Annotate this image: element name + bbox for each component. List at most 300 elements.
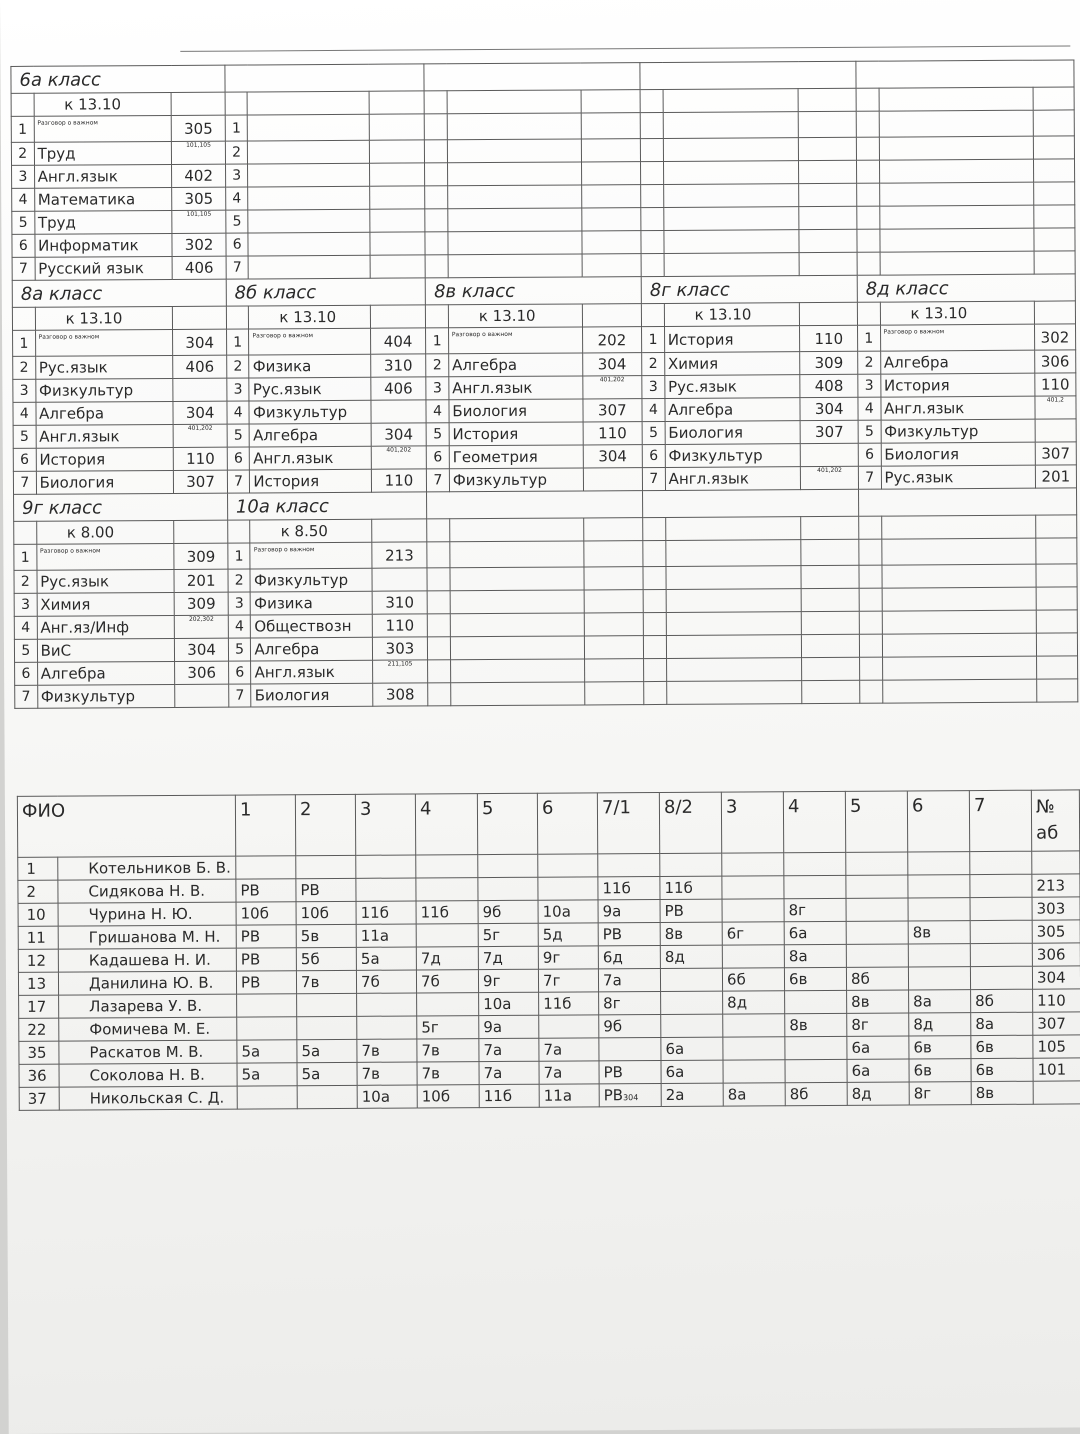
lesson-room: 306 bbox=[175, 661, 229, 684]
lesson-subject bbox=[450, 613, 584, 637]
cell-value: 6в bbox=[975, 1037, 994, 1057]
teacher-room bbox=[1033, 1012, 1080, 1035]
teacher-class-cell bbox=[357, 1039, 417, 1062]
class-name: 8а класс bbox=[12, 279, 226, 307]
lesson-number: 6 bbox=[858, 443, 881, 466]
lesson-number: 7 bbox=[227, 470, 250, 493]
cell-value: 101 bbox=[1037, 1060, 1067, 1079]
teacher-class-cell bbox=[479, 1084, 539, 1107]
lesson-number: 1 bbox=[11, 116, 34, 142]
cell-value: РВ bbox=[240, 950, 261, 969]
cell-value: 9а bbox=[483, 1017, 503, 1037]
class-time-pad bbox=[11, 93, 34, 116]
class-time-room-pad bbox=[371, 519, 427, 542]
cell-value: 8б bbox=[789, 1085, 809, 1104]
lesson-subject: Англ.язык bbox=[251, 660, 372, 684]
class-time-pad bbox=[426, 305, 449, 328]
lesson-room bbox=[584, 682, 644, 705]
lesson-room bbox=[801, 565, 859, 588]
lesson-room: 202,302 bbox=[175, 615, 229, 638]
lesson-subject: История bbox=[880, 373, 1034, 397]
teacher-class-cell bbox=[909, 1059, 971, 1082]
cell-value: 5г bbox=[421, 1018, 439, 1037]
lesson-subject bbox=[448, 254, 582, 278]
class-time-room-pad bbox=[798, 88, 856, 111]
teacher-class-cell bbox=[971, 1058, 1033, 1081]
teacher-class-cell bbox=[970, 897, 1032, 920]
lesson-number bbox=[644, 635, 667, 658]
teacher-class-cell bbox=[357, 993, 417, 1016]
teacher-class-cell bbox=[598, 945, 660, 968]
cell-value: 304 bbox=[1036, 968, 1066, 987]
lesson-number: 5 bbox=[14, 639, 37, 662]
lesson-subject bbox=[450, 541, 584, 568]
class-time-pad bbox=[424, 91, 447, 114]
lesson-number bbox=[640, 112, 663, 138]
teacher-class-cell bbox=[660, 853, 722, 876]
lesson-room bbox=[1036, 564, 1077, 587]
lesson-number bbox=[856, 160, 879, 183]
teacher-class-cell bbox=[539, 992, 599, 1015]
lesson-subject: Алгебра bbox=[880, 350, 1034, 374]
lesson-room: 305 bbox=[172, 115, 226, 141]
lesson-room bbox=[370, 255, 426, 278]
lesson-number: 4 bbox=[642, 398, 665, 421]
lesson-number: 1 bbox=[857, 325, 880, 351]
lesson-subject: Англ.язык bbox=[881, 396, 1035, 420]
cell-value: 8в bbox=[912, 923, 932, 942]
cell-value: 8в bbox=[664, 924, 684, 943]
cell-value: 11б bbox=[664, 878, 693, 897]
lesson-number bbox=[425, 186, 448, 209]
lesson-number: 6 bbox=[12, 234, 35, 257]
lesson-number: 3 bbox=[642, 375, 665, 398]
teacher-class-cell bbox=[356, 947, 416, 970]
teacher-class-cell bbox=[971, 989, 1033, 1012]
class-time-room-pad bbox=[582, 304, 642, 327]
lesson-subject: Химия bbox=[37, 592, 175, 616]
lesson-room: 309 bbox=[800, 351, 858, 374]
lesson-number bbox=[857, 229, 880, 252]
teacher-class-cell bbox=[599, 991, 661, 1014]
lesson-subject bbox=[448, 231, 582, 255]
lesson-number: 2 bbox=[228, 569, 251, 592]
class-time-room-pad bbox=[171, 92, 225, 115]
teacher-class-cell bbox=[908, 852, 970, 875]
teacher-row-number: 10 bbox=[18, 903, 58, 926]
teacher-class-cell bbox=[723, 1037, 785, 1060]
lesson-room bbox=[1036, 656, 1077, 679]
teacher-class-cell bbox=[784, 921, 846, 944]
lesson-room: 307 bbox=[800, 420, 858, 443]
lesson-number bbox=[428, 614, 451, 637]
lesson-room bbox=[1033, 136, 1074, 159]
teacher-class-cell bbox=[237, 1086, 297, 1109]
teacher-name: Лазарева У. В. bbox=[59, 994, 237, 1018]
cell-value: 11б bbox=[420, 903, 449, 922]
teacher-class-cell bbox=[722, 876, 784, 899]
lesson-number bbox=[643, 540, 666, 566]
teacher-class-cell bbox=[417, 993, 479, 1016]
lesson-number: 2 bbox=[227, 355, 250, 378]
lesson-room: 306 bbox=[1034, 350, 1075, 373]
header-lesson-10: 4 bbox=[783, 791, 845, 852]
teacher-class-cell bbox=[237, 994, 297, 1017]
lesson-number bbox=[427, 591, 450, 614]
cell-value: 11б bbox=[543, 994, 572, 1013]
lesson-room bbox=[581, 113, 641, 139]
teacher-class-cell bbox=[357, 1016, 417, 1039]
cell-value: 7в bbox=[421, 1064, 441, 1083]
lesson-subject bbox=[248, 209, 369, 233]
cell-value: 7а bbox=[543, 1040, 563, 1059]
teacher-class-cell bbox=[971, 1081, 1033, 1104]
lesson-number: 2 bbox=[642, 352, 665, 375]
teacher-name: Данилина Ю. В. bbox=[58, 971, 236, 995]
teacher-class-cell bbox=[236, 856, 296, 879]
cell-value: 8а bbox=[788, 947, 808, 966]
lesson-subject: Рус.язык bbox=[35, 355, 173, 379]
lesson-number: 5 bbox=[226, 210, 249, 233]
teacher-row-number: 22 bbox=[19, 1018, 59, 1041]
cell-value: 6д bbox=[602, 948, 623, 967]
class-time-pad bbox=[857, 302, 880, 325]
lesson-subject bbox=[879, 110, 1033, 137]
lesson-subject: Алгебра bbox=[250, 423, 371, 447]
teacher-name: Котельников Б. В. bbox=[58, 856, 236, 880]
teacher-class-cell bbox=[356, 901, 416, 924]
lesson-room: 303 bbox=[372, 637, 428, 660]
cell-value: 7б bbox=[360, 972, 380, 991]
lesson-room bbox=[1033, 182, 1074, 205]
teacher-class-cell bbox=[723, 1014, 785, 1037]
lesson-subject bbox=[666, 566, 802, 590]
cell-value: 7д bbox=[420, 949, 441, 968]
header-lesson-4: 4 bbox=[415, 794, 477, 855]
lesson-number bbox=[424, 114, 447, 140]
lesson-room bbox=[1036, 679, 1077, 702]
header-lesson-11: 5 bbox=[845, 791, 907, 852]
teacher-class-cell bbox=[416, 970, 478, 993]
class-name bbox=[856, 60, 1074, 88]
lesson-number: 7 bbox=[858, 466, 881, 489]
lesson-room: 406 bbox=[173, 355, 227, 378]
class-name bbox=[640, 61, 856, 89]
lesson-subject: Биология bbox=[881, 442, 1035, 466]
cell-value: 6в bbox=[975, 1060, 995, 1080]
class-name: 8г класс bbox=[641, 275, 857, 303]
lesson-subject: Математика bbox=[34, 187, 172, 211]
teacher-class-cell bbox=[237, 1017, 297, 1040]
lesson-subject: Англ.язык bbox=[250, 446, 371, 470]
lesson-room: 308 bbox=[372, 683, 428, 706]
lesson-number: 2 bbox=[14, 570, 37, 593]
cell-value: 6а bbox=[665, 1062, 685, 1081]
lesson-room: 401,202 bbox=[582, 376, 642, 399]
cell-value: 5г bbox=[482, 925, 501, 945]
class-time-room-pad bbox=[1035, 515, 1076, 538]
lesson-subject bbox=[450, 636, 584, 660]
cell-value: 10б bbox=[421, 1087, 451, 1106]
lesson-room bbox=[1036, 633, 1077, 656]
teacher-class-cell bbox=[847, 1082, 909, 1105]
lesson-number: 3 bbox=[858, 374, 881, 397]
lesson-subject bbox=[451, 682, 585, 706]
cell-subscript: 304 bbox=[623, 1093, 639, 1103]
header-lesson-3: 3 bbox=[355, 794, 415, 855]
lesson-number bbox=[859, 539, 882, 565]
teacher-assignment-table bbox=[17, 789, 1080, 1110]
teacher-class-cell bbox=[538, 854, 598, 877]
lesson-subject bbox=[447, 139, 581, 163]
cell-value: 9б bbox=[603, 1017, 623, 1036]
cell-value: 8д bbox=[913, 1015, 934, 1034]
class-start-time: к 13.10 bbox=[448, 304, 582, 328]
cell-value: 5а bbox=[241, 1042, 261, 1061]
lesson-subject: Разговор о важном bbox=[249, 328, 370, 355]
lesson-room: 304 bbox=[800, 397, 858, 420]
lesson-number: 1 bbox=[14, 544, 37, 570]
cell-value: 7в bbox=[421, 1041, 440, 1060]
teacher-class-cell bbox=[846, 944, 908, 967]
cell-value: 9а bbox=[602, 902, 622, 921]
teacher-name: Фомичева М. Е. bbox=[59, 1017, 237, 1041]
cell-value: 8а bbox=[913, 992, 932, 1011]
lesson-room bbox=[1036, 610, 1077, 633]
teacher-class-cell bbox=[908, 875, 970, 898]
lesson-subject: Информатик bbox=[35, 233, 173, 257]
lesson-subject bbox=[666, 589, 802, 613]
lesson-room: 110 bbox=[371, 469, 427, 492]
teacher-room bbox=[1032, 966, 1080, 989]
cell-value: 5а bbox=[301, 1042, 321, 1061]
lesson-subject bbox=[879, 136, 1033, 160]
lesson-number: 3 bbox=[12, 165, 35, 188]
lesson-room bbox=[584, 613, 644, 636]
class-name: 10а класс bbox=[227, 492, 427, 520]
cell-value: 5а bbox=[301, 1065, 321, 1084]
lesson-number bbox=[643, 612, 666, 635]
lesson-room bbox=[582, 254, 642, 277]
lesson-number: 4 bbox=[426, 400, 449, 423]
teacher-class-cell bbox=[599, 1060, 661, 1083]
teacher-class-cell bbox=[297, 1062, 357, 1085]
lesson-room bbox=[370, 232, 426, 255]
teacher-class-cell bbox=[478, 923, 538, 946]
lesson-subject: Разговор о важном bbox=[448, 327, 582, 354]
teacher-class-cell bbox=[599, 1037, 661, 1060]
teacher-room bbox=[1033, 1058, 1080, 1081]
teacher-class-cell bbox=[416, 855, 478, 878]
lesson-number: 4 bbox=[858, 397, 881, 420]
teacher-class-cell bbox=[416, 901, 478, 924]
teacher-class-cell bbox=[908, 967, 970, 990]
cell-value: 5д bbox=[542, 925, 563, 944]
lesson-number bbox=[428, 637, 451, 660]
header-lesson-5: 5 bbox=[477, 793, 537, 854]
lesson-number bbox=[859, 565, 882, 588]
lesson-number bbox=[859, 634, 882, 657]
class-schedule-table bbox=[10, 59, 1078, 708]
cell-value: 8д bbox=[727, 993, 748, 1012]
lesson-subject: Химия bbox=[664, 352, 800, 376]
lesson-room bbox=[1036, 538, 1077, 564]
lesson-room bbox=[1034, 251, 1075, 274]
lesson-subject: История bbox=[36, 447, 174, 471]
lesson-room: 310 bbox=[370, 354, 426, 377]
teacher-row-number: 12 bbox=[18, 949, 58, 972]
cell-value: 2а bbox=[665, 1085, 685, 1104]
lesson-room bbox=[802, 634, 860, 657]
class-name bbox=[858, 488, 1076, 516]
teacher-class-cell bbox=[660, 899, 722, 922]
teacher-row-number: 35 bbox=[19, 1041, 59, 1064]
lesson-number: 7 bbox=[15, 685, 38, 708]
lesson-room bbox=[369, 163, 425, 186]
lesson-room: 202 bbox=[582, 327, 642, 353]
teacher-class-cell bbox=[356, 878, 416, 901]
cell-value: 8д bbox=[851, 1084, 872, 1103]
lesson-number bbox=[641, 230, 664, 253]
teacher-row-number: 13 bbox=[18, 972, 58, 995]
lesson-number: 1 bbox=[13, 330, 36, 356]
lesson-room: 304 bbox=[175, 638, 229, 661]
teacher-class-cell bbox=[784, 852, 846, 875]
teacher-class-cell bbox=[237, 1040, 297, 1063]
lesson-room bbox=[583, 567, 643, 590]
lesson-number bbox=[643, 566, 666, 589]
lesson-subject: Разговор о важном bbox=[880, 324, 1034, 351]
lesson-number bbox=[644, 681, 667, 704]
lesson-subject: Алгебра bbox=[665, 398, 801, 422]
cell-value: 306 bbox=[1036, 945, 1066, 964]
lesson-number: 5 bbox=[12, 211, 35, 234]
lesson-number: 5 bbox=[228, 638, 251, 661]
teacher-class-cell bbox=[846, 898, 908, 921]
lesson-room: 304 bbox=[173, 401, 227, 424]
teacher-class-cell bbox=[908, 921, 970, 944]
teacher-class-cell bbox=[598, 922, 660, 945]
cell-value: 8а bbox=[975, 1014, 995, 1034]
class-start-time bbox=[665, 517, 801, 541]
lesson-number bbox=[641, 184, 664, 207]
lesson-room bbox=[799, 252, 857, 275]
cell-value: 7в bbox=[361, 1064, 381, 1083]
cell-value: 5в bbox=[300, 927, 320, 946]
lesson-room: 309 bbox=[174, 543, 228, 569]
teacher-room bbox=[1033, 989, 1080, 1012]
lesson-number: 7 bbox=[226, 256, 249, 279]
teacher-class-cell bbox=[970, 874, 1032, 897]
lesson-subject bbox=[450, 590, 584, 614]
teacher-class-cell bbox=[846, 852, 908, 875]
cell-value: 11а bbox=[360, 926, 390, 945]
teacher-class-cell bbox=[539, 1038, 599, 1061]
lesson-subject: ВиС bbox=[37, 638, 175, 662]
lesson-room: 310 bbox=[372, 591, 428, 614]
teacher-class-cell bbox=[784, 875, 846, 898]
lesson-subject: Биология bbox=[665, 421, 801, 445]
lesson-room bbox=[369, 186, 425, 209]
lesson-number bbox=[641, 161, 664, 184]
lesson-subject: История bbox=[250, 469, 371, 493]
lesson-number: 1 bbox=[228, 543, 251, 569]
cell-value: РВ bbox=[603, 1063, 623, 1082]
lesson-room bbox=[799, 111, 857, 137]
lesson-room bbox=[801, 539, 859, 565]
teacher-class-cell bbox=[236, 879, 296, 902]
teacher-class-cell bbox=[784, 944, 846, 967]
cell-value: 11а bbox=[543, 1086, 573, 1105]
teacher-row-number: 11 bbox=[18, 926, 58, 949]
teacher-row-number: 1 bbox=[18, 857, 58, 880]
class-start-time: к 13.10 bbox=[880, 301, 1034, 325]
header-lesson-8: 8/2 bbox=[659, 792, 721, 853]
lesson-subject: Рус.язык bbox=[37, 569, 175, 593]
teacher-class-cell bbox=[538, 969, 598, 992]
lesson-subject bbox=[663, 138, 799, 162]
teacher-class-cell bbox=[598, 876, 660, 899]
cell-value: 7а bbox=[483, 1040, 503, 1060]
lesson-subject bbox=[248, 232, 369, 256]
lesson-number bbox=[857, 206, 880, 229]
lesson-subject bbox=[666, 540, 802, 567]
lesson-number: 3 bbox=[228, 592, 251, 615]
teacher-class-cell bbox=[237, 1063, 297, 1086]
lesson-subject bbox=[248, 140, 369, 164]
lesson-number: 6 bbox=[227, 447, 250, 470]
cell-value: РВ bbox=[240, 973, 261, 992]
lesson-subject: Англ.язык bbox=[449, 376, 583, 400]
class-time-room-pad bbox=[800, 302, 858, 325]
lesson-room: 213 bbox=[372, 542, 428, 568]
cell-value: 6б bbox=[726, 970, 746, 989]
teacher-class-cell bbox=[847, 1059, 909, 1082]
lesson-room bbox=[372, 568, 428, 591]
teacher-class-cell bbox=[846, 921, 908, 944]
teacher-class-cell bbox=[297, 1085, 357, 1108]
lesson-room bbox=[799, 229, 857, 252]
teacher-class-cell bbox=[417, 1062, 479, 1085]
lesson-subject bbox=[666, 681, 802, 705]
teacher-class-cell bbox=[722, 968, 784, 991]
teacher-class-cell bbox=[539, 1015, 599, 1038]
teacher-class-cell bbox=[478, 946, 538, 969]
lesson-number: 4 bbox=[12, 188, 35, 211]
teacher-class-cell bbox=[909, 990, 971, 1013]
teacher-class-cell bbox=[847, 990, 909, 1013]
teacher-class-cell bbox=[236, 902, 296, 925]
teacher-name: Гришанова М. Н. bbox=[58, 925, 236, 949]
lesson-number: 6 bbox=[15, 662, 38, 685]
lesson-subject bbox=[447, 113, 581, 140]
lesson-number: 7 bbox=[13, 471, 36, 494]
teacher-class-cell bbox=[598, 968, 660, 991]
teacher-class-cell bbox=[416, 924, 478, 947]
teacher-class-cell bbox=[723, 1083, 785, 1106]
class-name: 8в класс bbox=[425, 277, 641, 305]
class-name bbox=[427, 491, 643, 519]
lesson-subject: Физкультур bbox=[449, 468, 583, 492]
lesson-subject: Алгебра bbox=[37, 661, 175, 685]
lesson-room bbox=[371, 400, 427, 423]
lesson-subject bbox=[666, 658, 802, 682]
lesson-subject: Англ.язык bbox=[34, 164, 172, 188]
lesson-number: 3 bbox=[225, 164, 248, 187]
lesson-room bbox=[1034, 228, 1075, 251]
cell-value: 7б bbox=[420, 972, 440, 991]
lesson-room: 307 bbox=[582, 399, 642, 422]
